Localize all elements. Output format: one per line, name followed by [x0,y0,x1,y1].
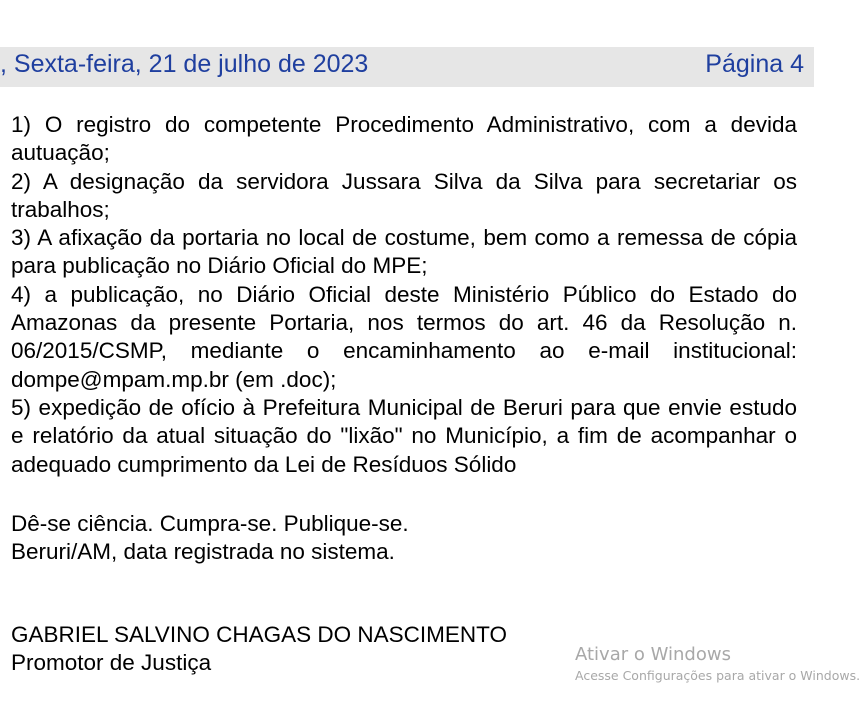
closing-text: Dê-se ciência. Cumpra-se. Publique-se. [11,511,409,536]
body-text [11,111,797,479]
paragraph-3: 3) A afixação da portaria no local de costume, bem como a remessa de cópia para publicação no Diário Oficial do MPE; [11,225,797,279]
header-page-number: Página 4 [705,50,804,78]
signature-block [11,621,507,678]
watermark-title: Ativar o Windows [575,644,731,665]
signatory-name: GABRIEL SALVINO CHAGAS DO NASCIMENTO [11,622,507,647]
paragraph-1: 1) O registro do competente Procedimento Administrativo, com a devida autuação; [11,112,797,166]
paragraph-4: 4) a publicação, no Diário Oficial deste Ministério Público do Estado do Amazonas da presente Portaria, nos termos do art. 46 da Resolução n. 06/2015/CSMP, mediante o encaminhamento ao e-mail institucional: dompe@mpam.mp.br (em .doc); [11,281,797,392]
paragraph-5: 5) expedição de ofício à Prefeitura Municipal de Beruri para que envie estudo e relatório da atual situação do "lixão" no Município, a fim de acompanhar o adequado cumprimento da Lei de Resíduos Sólido [11,394,797,477]
page-header [0,47,814,87]
activation-watermark [575,643,860,685]
closing-block [11,510,409,567]
paragraph-2: 2) A designação da servidora Jussara Silva da Silva para secretariar os trabalhos; [11,168,797,222]
signatory-title: Promotor de Justiça [11,650,212,676]
place-date: Beruri/AM, data registrada no sistema. [11,539,395,565]
watermark-subtitle: Acesse Configurações para ativar o Windows. [575,668,860,683]
header-date: , Sexta-feira, 21 de julho de 2023 [0,50,369,78]
